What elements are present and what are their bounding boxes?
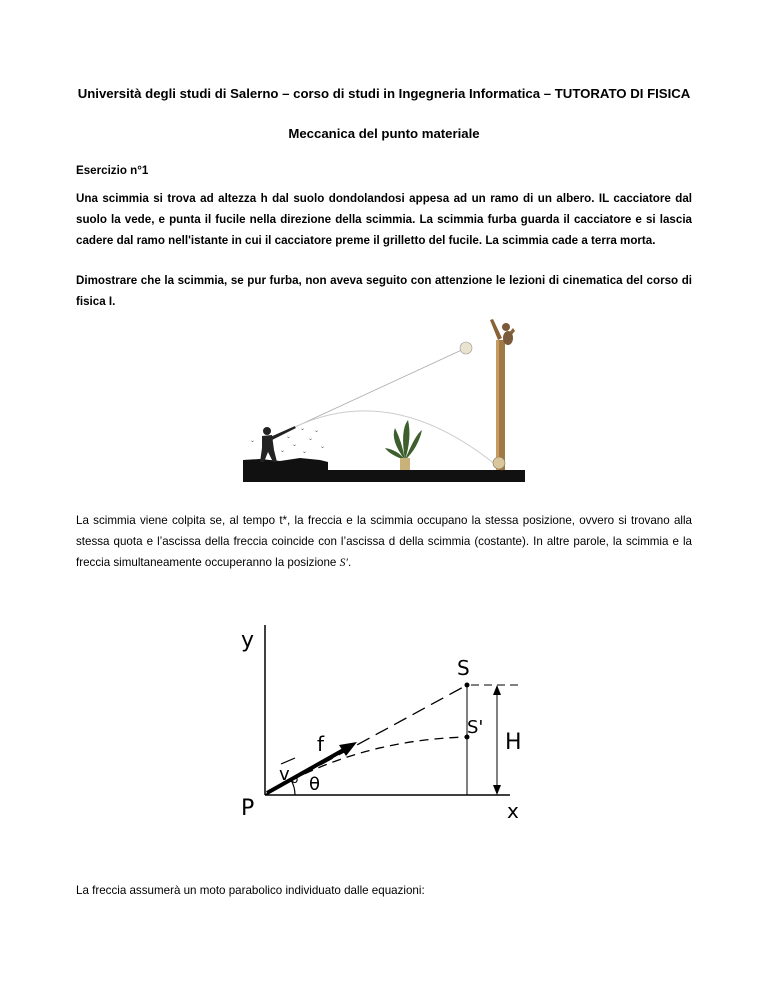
svg-text:⌄: ⌄	[286, 433, 292, 440]
point-s-prime-label: S'	[467, 717, 484, 738]
height-label: H	[505, 730, 522, 755]
svg-text:⌄: ⌄	[314, 427, 320, 434]
velocity-subscript: o	[291, 772, 299, 786]
hunter-figure	[260, 426, 296, 462]
point-s-label: S	[457, 656, 470, 680]
hunter-monkey-illustration	[240, 310, 540, 490]
svg-text:⌄: ⌄	[280, 447, 286, 454]
problem-statement: Una scimmia si trova ad altezza h dal suolo dondolandosi appesa ad un ramo di un albero. IL cacciatore dal suolo la vede, e punta il fucile nella direzione della scimmia. La scimmia furba guarda il cacciatore e si lascia cadere dal ramo nell'istante in cui il cacciatore preme il grilletto del fucile. La scimmia cade a terra morta.	[76, 192, 692, 247]
svg-text:⌄: ⌄	[300, 425, 306, 432]
ground	[243, 458, 525, 482]
explanation-text: La scimmia viene colpita se, al tempo t*, la freccia e la scimmia occupano la stessa posizione, ovvero si trovano alla stessa quota e l’ascissa della freccia coincide con l’ascissa d della scimmia (costante). In altre parole, la scimmia e la freccia simultaneamente occuperanno la posizione	[76, 514, 692, 569]
plant	[385, 420, 422, 470]
angle-label: θ	[309, 774, 321, 795]
svg-text:⌄: ⌄	[292, 441, 298, 448]
kinematics-diagram	[235, 615, 535, 840]
document-header: Università degli studi di Salerno – corso di studi in Ingegneria Informatica – TUTORATO DI FISICA	[77, 86, 691, 101]
svg-text:⌄: ⌄	[250, 437, 256, 444]
symbol-s-prime: S′	[339, 556, 348, 569]
aim-line	[295, 348, 466, 427]
equations-intro: La freccia assumerà un moto parabolico individuato dalle equazioni:	[76, 884, 425, 897]
x-axis-label: x	[507, 799, 519, 823]
svg-text:⌄: ⌄	[302, 448, 308, 455]
origin-label: P	[241, 796, 255, 821]
problem-task: Dimostrare che la scimmia, se pur furba, non aveva seguito con attenzione le lezioni di cinematica del corso di fisica I.	[76, 274, 692, 308]
y-axis-label: y	[241, 628, 255, 653]
svg-text:⌄: ⌄	[308, 435, 314, 442]
exercise-label: Esercizio n°1	[76, 164, 149, 177]
velocity-label: v	[279, 764, 290, 785]
arrow-label: f	[317, 732, 325, 756]
target-ball	[460, 342, 472, 354]
explanation-paragraph	[76, 510, 692, 573]
trajectory	[265, 737, 467, 795]
fallen-monkey	[493, 457, 505, 469]
explanation-end: .	[347, 556, 352, 569]
point-s	[465, 683, 470, 688]
section-title: Meccanica del punto materiale	[288, 126, 480, 141]
svg-text:⌄: ⌄	[320, 443, 326, 450]
